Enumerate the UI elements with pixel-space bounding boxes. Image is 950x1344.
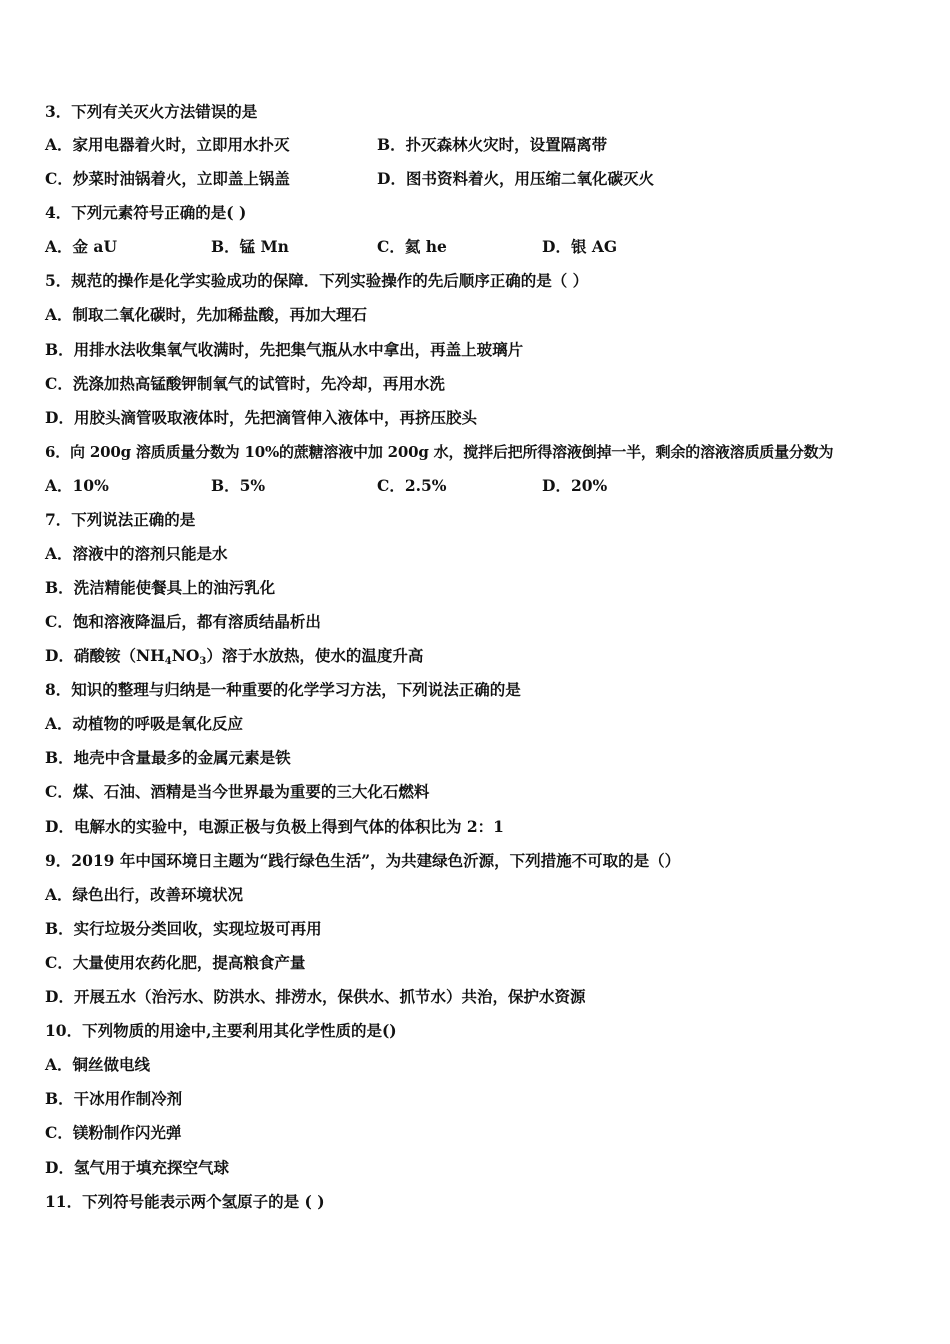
option-b: B．5%	[211, 476, 266, 495]
question-8-option-b: B．地壳中含量最多的金属元素是铁	[45, 748, 291, 767]
subscript-3: 3	[199, 656, 207, 667]
question-4-stem: 4．下列元素符号正确的是( )	[45, 203, 247, 222]
question-9-stem: 9．2019 年中国环境日主题为“践行绿色生活”，为共建绿色沂源，下列措施不可取的是（）	[45, 851, 681, 870]
question-6-options-row	[45, 474, 905, 498]
question-7-option-c: C．饱和溶液降温后，都有溶质结晶析出	[45, 612, 321, 631]
option-d-prefix: D．硝酸铵（NH	[45, 646, 165, 665]
question-5-option-d: D．用胶头滴管吸取液体时，先把滴管伸入液体中，再挤压胶头	[45, 408, 477, 427]
question-3-stem: 3．下列有关灭火方法错误的是	[45, 102, 258, 121]
question-10-option-b: B．干冰用作制冷剂	[45, 1089, 183, 1108]
option-b: B．扑灭森林火灾时，设置隔离带	[377, 135, 608, 154]
subscript-4: 4	[164, 656, 172, 667]
question-6-stem: 6．向 200g 溶质质量分数为 10%的蔗糖溶液中加 200g 水，搅拌后把所得溶液倒掉一半，剩余的溶液溶质质量分数为	[45, 443, 834, 461]
question-11-stem: 11．下列符号能表示两个氢原子的是 ( )	[45, 1192, 325, 1211]
option-d: D．20%	[542, 476, 608, 495]
question-5-option-c: C．洗涤加热高锰酸钾制氧气的试管时，先冷却，再用水洗	[45, 374, 445, 393]
question-9-option-c: C．大量使用农药化肥，提高粮食产量	[45, 953, 306, 972]
question-10-option-a: A．铜丝做电线	[45, 1055, 151, 1074]
option-d: D．银 AG	[542, 237, 618, 256]
question-7-option-a: A．溶液中的溶剂只能是水	[45, 544, 228, 563]
question-9-option-a: A．绿色出行，改善环境状况	[45, 885, 244, 904]
option-c: C．炒菜时油锅着火，立即盖上锅盖	[45, 169, 290, 188]
option-d: D．图书资料着火，用压缩二氧化碳灭火	[377, 169, 654, 188]
question-8-option-d: D．电解水的实验中，电源正极与负极上得到气体的体积比为 2：1	[45, 817, 504, 836]
option-a: A．家用电器着火时，立即用水扑灭	[45, 135, 290, 154]
question-8-option-c: C．煤、石油、酒精是当今世界最为重要的三大化石燃料	[45, 782, 430, 801]
option-b: B．锰 Mn	[211, 237, 289, 256]
question-10-option-c: C．镁粉制作闪光弹	[45, 1123, 182, 1142]
question-9-option-b: B．实行垃圾分类回收，实现垃圾可再用	[45, 919, 322, 938]
question-5-option-a: A．制取二氧化碳时，先加稀盐酸，再加大理石	[45, 305, 368, 324]
question-8-option-a: A．动植物的呼吸是氧化反应	[45, 714, 244, 733]
question-4-options-row	[45, 235, 905, 259]
option-c: C．2.5%	[377, 476, 447, 495]
option-a: A．10%	[45, 476, 109, 495]
question-8-stem: 8．知识的整理与归纳是一种重要的化学学习方法，下列说法正确的是	[45, 680, 521, 699]
question-7-option-b: B．洗洁精能使餐具上的油污乳化	[45, 578, 276, 597]
question-5-stem: 5．规范的操作是化学实验成功的保障．下列实验操作的先后顺序正确的是（ ）	[45, 271, 589, 290]
question-7-stem: 7．下列说法正确的是	[45, 510, 196, 529]
option-d-formula-mid: NO	[171, 646, 200, 665]
question-5-option-b: B．用排水法收集氧气收满时，先把集气瓶从水中拿出，再盖上玻璃片	[45, 340, 524, 359]
question-10-stem: 10．下列物质的用途中,主要利用其化学性质的是()	[45, 1021, 397, 1040]
option-d-suffix: ）溶于水放热，使水的温度升高	[206, 646, 424, 665]
question-3-options-row-1	[45, 133, 905, 157]
question-10-option-d: D．氢气用于填充探空气球	[45, 1158, 229, 1177]
question-3-options-row-2	[45, 167, 905, 191]
option-c: C．氦 he	[377, 237, 447, 256]
question-9-option-d: D．开展五水（治污水、防洪水、排涝水，保供水、抓节水）共治，保护水资源	[45, 987, 586, 1006]
option-a: A．金 aU	[45, 237, 117, 256]
question-7-option-d	[45, 644, 423, 668]
